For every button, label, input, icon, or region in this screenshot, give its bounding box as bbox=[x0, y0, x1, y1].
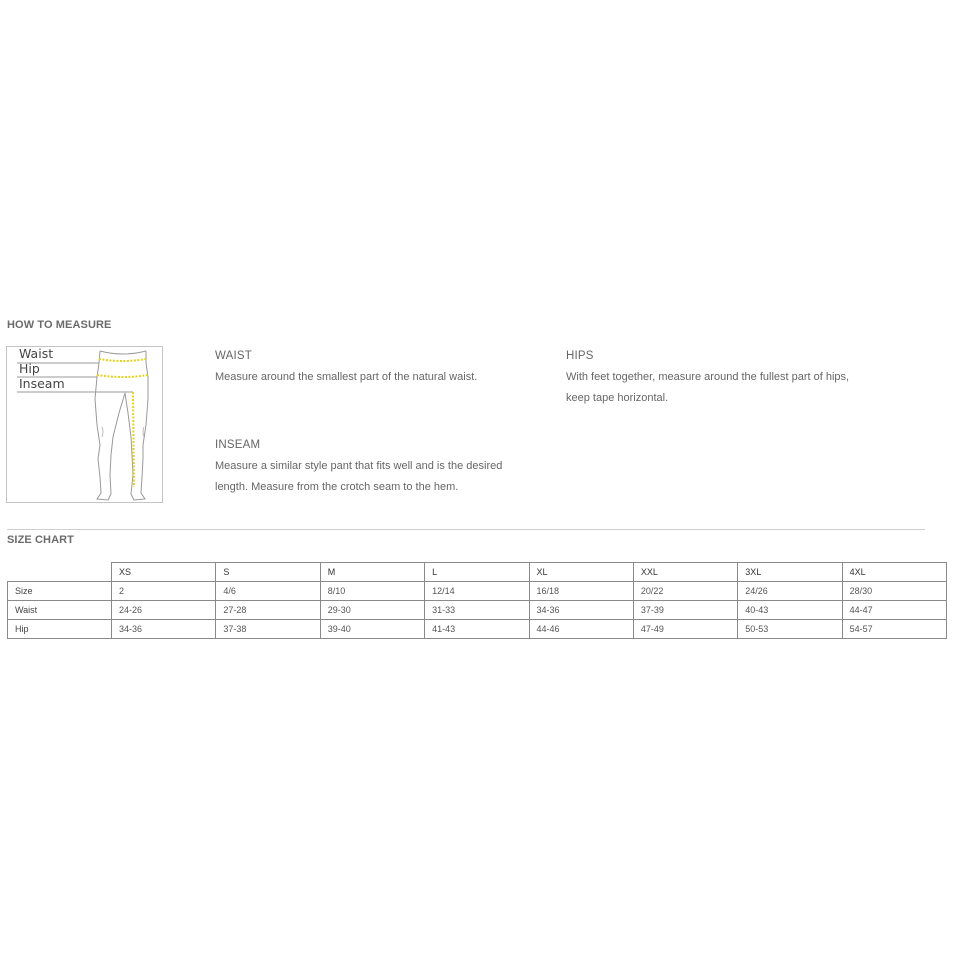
table-cell: 31-33 bbox=[425, 601, 529, 620]
table-row bbox=[8, 582, 947, 601]
diagram-label-hip: Hip bbox=[19, 361, 40, 376]
inseam-text-line1: Measure a similar style pant that fits well and is the desired bbox=[215, 460, 503, 472]
size-column-header: XL bbox=[529, 563, 633, 582]
table-cell: 20/22 bbox=[633, 582, 737, 601]
table-cell: 28/30 bbox=[842, 582, 946, 601]
size-column-header: S bbox=[216, 563, 320, 582]
size-chart-table bbox=[7, 562, 947, 639]
diagram-label-inseam: Inseam bbox=[19, 376, 65, 391]
header-corner bbox=[8, 563, 112, 582]
size-column-header: L bbox=[425, 563, 529, 582]
measurement-diagram bbox=[6, 346, 163, 503]
inseam-text-line2: length. Measure from the crotch seam to the hem. bbox=[215, 481, 459, 493]
diagram-label-waist: Waist bbox=[19, 346, 54, 361]
size-column-header: 4XL bbox=[842, 563, 946, 582]
row-label: Waist bbox=[8, 601, 112, 620]
table-cell: 44-47 bbox=[842, 601, 946, 620]
hips-heading: HIPS bbox=[566, 350, 594, 362]
table-cell: 12/14 bbox=[425, 582, 529, 601]
table-cell: 37-38 bbox=[216, 620, 320, 639]
table-cell: 2 bbox=[112, 582, 216, 601]
table-cell: 8/10 bbox=[320, 582, 424, 601]
waist-heading: WAIST bbox=[215, 350, 252, 362]
table-cell: 24/26 bbox=[738, 582, 842, 601]
table-cell: 29-30 bbox=[320, 601, 424, 620]
table-cell: 4/6 bbox=[216, 582, 320, 601]
how-to-measure-title: HOW TO MEASURE bbox=[7, 319, 112, 331]
size-column-header: XXL bbox=[633, 563, 737, 582]
table-cell: 39-40 bbox=[320, 620, 424, 639]
row-label: Hip bbox=[8, 620, 112, 639]
table-cell: 34-36 bbox=[529, 601, 633, 620]
table-row bbox=[8, 601, 947, 620]
table-cell: 50-53 bbox=[738, 620, 842, 639]
inseam-heading: INSEAM bbox=[215, 439, 261, 451]
table-cell: 16/18 bbox=[529, 582, 633, 601]
table-cell: 41-43 bbox=[425, 620, 529, 639]
table-cell: 34-36 bbox=[112, 620, 216, 639]
size-column-header: M bbox=[320, 563, 424, 582]
hips-text-line2: keep tape horizontal. bbox=[566, 392, 669, 404]
table-cell: 44-46 bbox=[529, 620, 633, 639]
section-divider bbox=[7, 529, 925, 530]
size-column-header: XS bbox=[112, 563, 216, 582]
size-column-header: 3XL bbox=[738, 563, 842, 582]
table-cell: 54-57 bbox=[842, 620, 946, 639]
table-row bbox=[8, 620, 947, 639]
table-cell: 24-26 bbox=[112, 601, 216, 620]
table-cell: 40-43 bbox=[738, 601, 842, 620]
table-cell: 27-28 bbox=[216, 601, 320, 620]
waist-text: Measure around the smallest part of the natural waist. bbox=[215, 371, 478, 383]
row-label: Size bbox=[8, 582, 112, 601]
size-chart-title: SIZE CHART bbox=[7, 534, 74, 546]
hips-text-line1: With feet together, measure around the fullest part of hips, bbox=[566, 371, 850, 383]
table-cell: 37-39 bbox=[633, 601, 737, 620]
size-header-row bbox=[8, 563, 947, 582]
table-cell: 47-49 bbox=[633, 620, 737, 639]
